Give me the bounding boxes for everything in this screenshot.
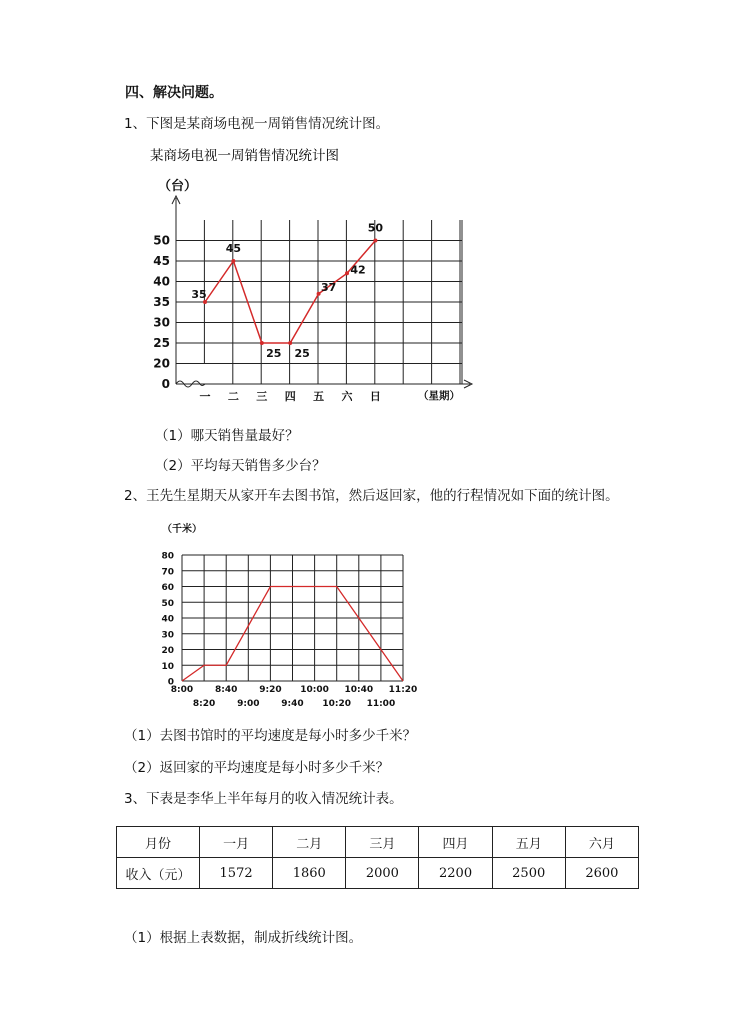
chart1-x-tick-label: 二	[227, 390, 239, 403]
chart2-y-tick-label: 30	[161, 630, 174, 641]
chart1-data-label: 45	[225, 242, 242, 255]
chart2-x-tick-label: 10:40	[344, 685, 374, 695]
chart1-y-tick-label: 30	[153, 315, 170, 330]
chart1-x-tick-label: 三	[256, 390, 268, 403]
chart1-y-tick-label: 35	[153, 295, 170, 309]
chart1-x-tick-label: 日	[369, 390, 381, 403]
table-cell: 2200	[419, 858, 492, 889]
table-cell: 五月	[492, 827, 565, 858]
chart1-data-label: 37	[320, 280, 337, 294]
question-1-sub-1: （1）哪天销售量最好？	[155, 428, 299, 444]
question-1-prompt: 1、下图是某商场电视一周销售情况统计图。	[124, 116, 390, 132]
chart2-y-tick-label: 10	[161, 661, 174, 672]
chart1-title: 某商场电视一周销售情况统计图	[150, 148, 339, 164]
income-table	[116, 826, 639, 889]
table-cell: 四月	[419, 827, 492, 858]
table-cell: 三月	[346, 827, 419, 858]
chart2-y-tick-label: 40	[161, 614, 174, 625]
table-cell: 2500	[492, 858, 565, 889]
table-cell: 1860	[273, 858, 346, 889]
chart1-data-label: 25	[294, 347, 310, 360]
table-cell: 月份	[117, 827, 200, 858]
table-cell: 2600	[565, 858, 638, 889]
question-1-sub-2: （2）平均每天销售多少台？	[155, 458, 326, 474]
chart2-y-tick-label: 60	[161, 583, 174, 593]
chart2-x-tick-label: 8:00	[170, 685, 194, 695]
chart1-y-tick-label: 40	[153, 274, 170, 289]
chart1-y-tick-label: 20	[153, 356, 170, 371]
table-cell: 二月	[273, 827, 346, 858]
chart1-data-point	[288, 341, 292, 345]
chart1-data-label: 25	[266, 347, 282, 360]
question-2-sub-1: （1）去图书馆时的平均速度是每小时多少千米？	[124, 728, 417, 744]
chart2-y-unit: （千米）	[162, 524, 202, 535]
chart2-x-tick-label: 8:20	[192, 699, 216, 709]
table-row	[117, 858, 639, 889]
table-cell: 一月	[200, 827, 273, 858]
chart1-y-tick-label: 45	[153, 254, 170, 268]
table-cell: 收入（元）	[117, 858, 200, 889]
table-cell: 2000	[346, 858, 419, 889]
chart1-x-tick-label: 六	[341, 390, 353, 403]
chart2-y-tick-label: 50	[161, 598, 174, 609]
question-2-prompt: 2、王先生星期天从家开车去图书馆，然后返回家，他的行程情况如下面的统计图。	[124, 488, 619, 504]
chart1-data-label: 50	[367, 221, 384, 235]
question-3-prompt: 3、下表是李华上半年每月的收入情况统计表。	[124, 791, 403, 807]
chart2-x-tick-label: 10:00	[300, 685, 329, 695]
chart2-x-tick-label: 8:40	[215, 685, 238, 695]
question-2-sub-2: （2）返回家的平均速度是每小时多少千米？	[124, 760, 390, 776]
question-3-sub-1: （1）根据上表数据，制成折线统计图。	[124, 930, 363, 946]
chart1-series-line	[205, 241, 375, 344]
table-cell: 1572	[200, 858, 273, 889]
chart2-x-tick-label: 11:00	[366, 699, 396, 709]
chart2-y-tick-label: 80	[161, 551, 174, 562]
chart2-y-tick-label: 20	[161, 646, 174, 656]
chart1-y-unit: （台）	[158, 179, 198, 194]
chart1-y-tick-label: 50	[153, 233, 170, 248]
tv-sales-line-chart	[0, 140, 745, 410]
trip-distance-line-chart	[0, 515, 745, 715]
chart1-data-point	[231, 259, 235, 263]
chart1-y-tick-label: 25	[153, 336, 170, 350]
chart2-x-tick-label: 9:40	[281, 699, 304, 709]
chart1-x-unit: （星期）	[418, 390, 460, 402]
table-cell: 六月	[565, 827, 638, 858]
chart1-data-point	[345, 271, 349, 275]
chart2-x-tick-label: 10:20	[322, 699, 352, 709]
chart2-y-tick-label: 0	[167, 677, 174, 688]
section-title: 四、解决问题。	[125, 85, 223, 101]
chart2-x-tick-label: 9:00	[237, 699, 260, 709]
chart1-data-point	[373, 239, 377, 243]
chart1-x-tick-label: 四	[284, 390, 296, 403]
chart1-data-point	[260, 341, 264, 345]
table-header-row	[117, 827, 639, 858]
chart1-x-tick-label: 五	[313, 390, 325, 403]
chart1-x-tick-label: 一	[199, 390, 211, 403]
chart2-x-tick-label: 9:20	[259, 685, 282, 695]
chart1-data-label: 42	[350, 263, 366, 277]
chart2-x-tick-label: 11:20	[388, 685, 418, 695]
chart1-data-label: 35	[191, 288, 207, 301]
chart2-y-tick-label: 70	[161, 567, 174, 578]
chart1-y-tick-label: 0	[161, 377, 170, 391]
